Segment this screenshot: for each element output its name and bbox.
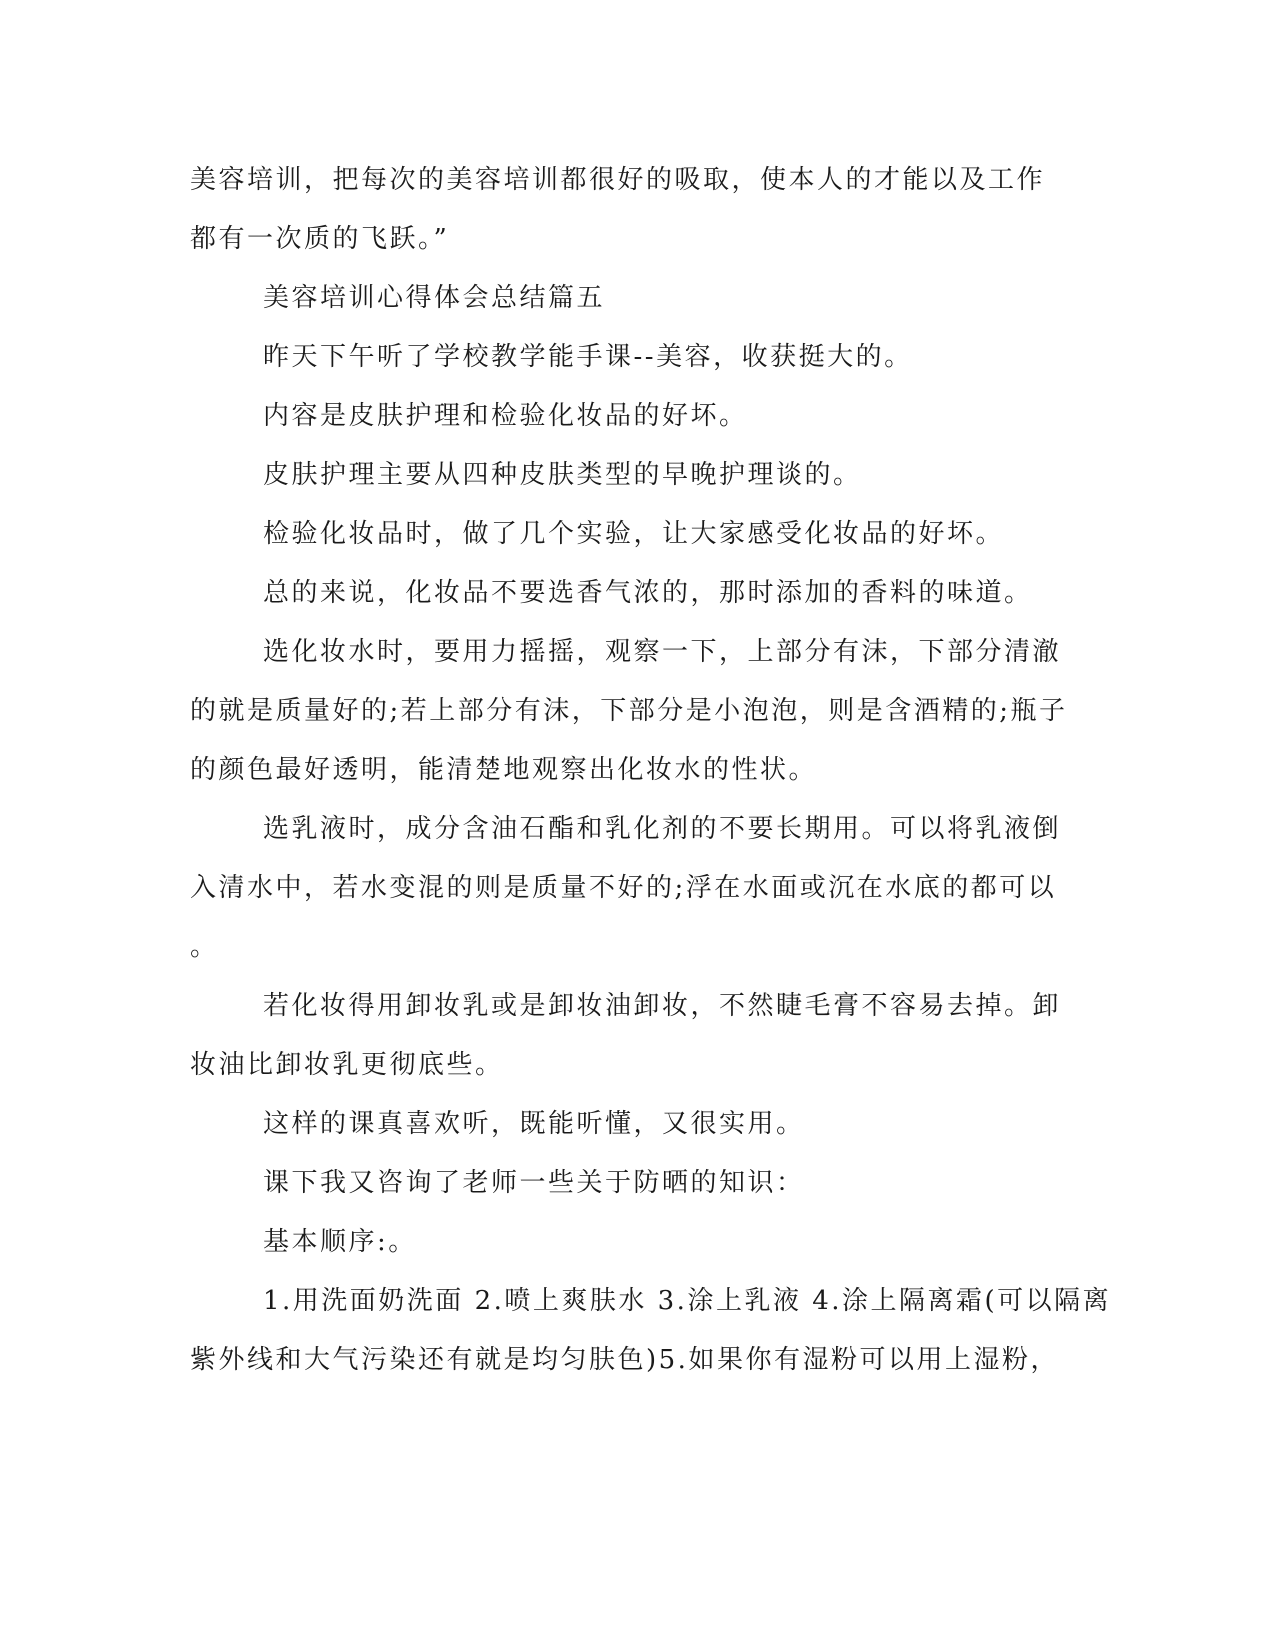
paragraph-line: 若化妆得用卸妆乳或是卸妆油卸妆，不然睫毛膏不容易去掉。卸	[263, 991, 1062, 1021]
paragraph-line: 紫外线和大气污染还有就是均匀肤色)5.如果你有湿粉可以用上湿粉，	[190, 1345, 1059, 1375]
paragraph-line: 都有一次质的飞跃。”	[190, 224, 450, 254]
paragraph-line: 入清水中，若水变混的则是质量不好的;浮在水面或沉在水底的都可以	[190, 873, 1057, 903]
paragraph-line: 的就是质量好的;若上部分有沫，下部分是小泡泡，则是含酒精的;瓶子	[190, 696, 1068, 726]
paragraph-line: 选乳液时，成分含油石酯和乳化剂的不要长期用。可以将乳液倒	[263, 814, 1062, 844]
paragraph-line: 1.用洗面奶洗面 2.喷上爽肤水 3.涂上乳液 4.涂上隔离霜(可以隔离	[263, 1286, 1112, 1316]
paragraph-line: 选化妆水时，要用力摇摇，观察一下，上部分有沫，下部分清澈	[263, 637, 1062, 667]
paragraph-line: 的颜色最好透明，能清楚地观察出化妆水的性状。	[190, 755, 818, 785]
paragraph-line: 。	[190, 932, 219, 962]
paragraph-line: 美容培训，把每次的美容培训都很好的吸取，使本人的才能以及工作	[190, 165, 1046, 195]
section-heading: 美容培训心得体会总结篇五	[263, 283, 606, 313]
paragraph-line: 总的来说，化妆品不要选香气浓的，那时添加的香料的味道。	[263, 578, 1033, 608]
paragraph-line: 基本顺序:。	[263, 1227, 417, 1257]
paragraph-line: 检验化妆品时，做了几个实验，让大家感受化妆品的好坏。	[263, 519, 1005, 549]
paragraph-line: 这样的课真喜欢听，既能听懂，又很实用。	[263, 1109, 805, 1139]
paragraph-line: 昨天下午听了学校教学能手课--美容，收获挺大的。	[263, 342, 913, 372]
paragraph-line: 皮肤护理主要从四种皮肤类型的早晚护理谈的。	[263, 460, 862, 490]
paragraph-line: 课下我又咨询了老师一些关于防晒的知识：	[263, 1168, 805, 1198]
paragraph-line: 内容是皮肤护理和检验化妆品的好坏。	[263, 401, 748, 431]
paragraph-line: 妆油比卸妆乳更彻底些。	[190, 1050, 504, 1080]
